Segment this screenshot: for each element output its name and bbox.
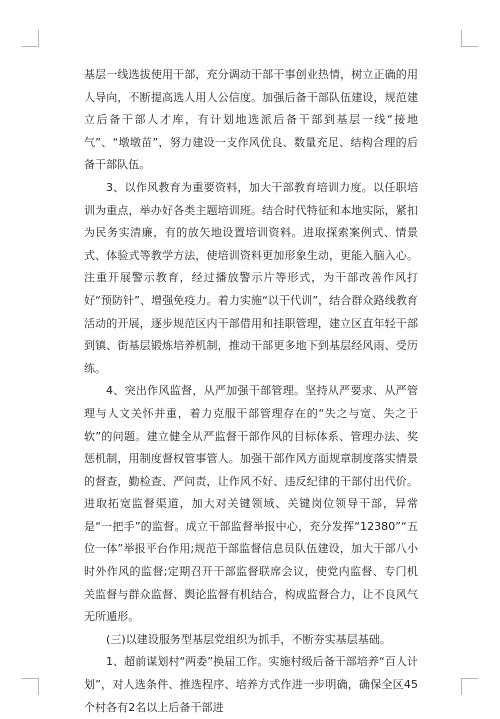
crop-mark-bottom-left	[22, 678, 39, 695]
paragraph-supervision: 4、突出作风监督，从严加强干部管理。坚持从严要求、从严管理与人文关怀并重，着力克服干部管理存在的“失之与宽、失之于软”的问题。建立健全从严监督干部作风的目标体系、管理办法、奖惩机制，用制度督权管事管人。加强干部作风方面规章制度落实情景的督查，勤检查、严问责，让作风不好、违反纪律的干部付出代价。进取拓宽监督渠道，加大对关键领域、关键岗位领导干部，异常是“一把手”的监督。成立干部监督举报中心，充分发挥“12380”“五位一体”举报平台作用;规范干部监督信息员队伍建设，加大干部八小时外作风的监督;定期召开干部监督联席会议，使党内监督、专门机关监督与群众监督、舆论监督有机结合，构成监督合力，让不良风气无所遁形。	[84, 384, 418, 624]
paragraph-village-election: 1、超前谋划村“两委”换届工作。实施村级后备干部培养“百人计划”，对人选条件、推选程序、培养方式作进一步明确，确保全区45个村各有2名以上后备干部进	[84, 655, 418, 714]
page-body	[84, 64, 418, 719]
paragraph-education-training: 3、以作风教育为重要资料，加大干部教育培训力度。以任职培训为重点，举办好各类主题培训班。结合时代特征和本地实际，紧扣为民务实清廉，有的放矢地设置培训资料。进取探索案例式、情景式、体验式等教学方法，使培训资料更加形象生动，更能入脑入心。注重开展警示教育，经过播放警示片等形式，为干部改善作风打好“预防针”、增强免疫力。着力实施“以干代训”，结合群众路线教育活动的开展，逐步规范区内干部借用和挂职管理，建立区直年轻干部到镇、街基层锻炼培养机制，推动干部更多地下到基层经风雨、受历练。	[84, 180, 418, 375]
crop-mark-top-left	[22, 30, 39, 47]
crop-mark-top-right	[461, 30, 478, 47]
crop-mark-bottom-right	[461, 678, 478, 695]
section-heading-grassroots: (三)以建设服务型基层党组织为抓手，不断夯实基层基础。	[106, 632, 391, 646]
paragraph-cadre-selection: 基层一线选拔使用干部，充分调动干部干事创业热情，树立正确的用人导向，不断提高选人用人公信度。加强后备干部队伍建设，规范建立后备干部人才库，有计划地选派后备干部到基层一线“接地气”、“墩墩苗”，努力建设一支作风优良、数量充足、结构合理的后备干部队伍。	[84, 68, 418, 172]
